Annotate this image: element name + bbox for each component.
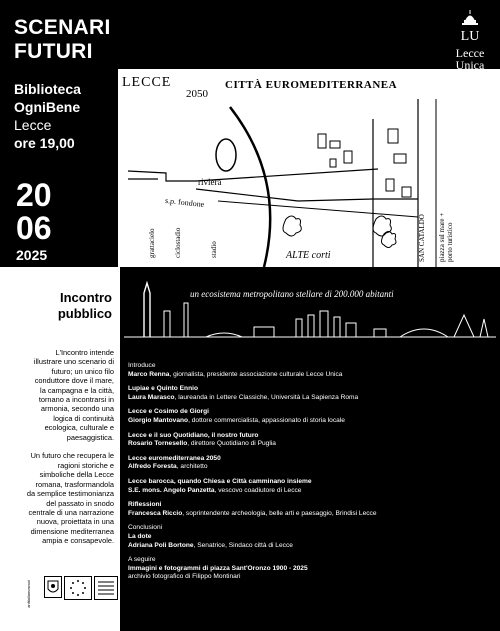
description-line: Un futuro che recupera le	[30, 451, 114, 461]
map-label-stadio: stadio	[210, 241, 218, 258]
program-item	[128, 432, 490, 449]
description-line: tornano a incontrarsi in	[38, 395, 114, 405]
program-item-speaker	[128, 371, 490, 380]
logo-monogram: LU	[460, 29, 480, 42]
program-item	[128, 478, 490, 495]
speaker-role: , soprintendente archeologia, belle arti e paesaggio, Brindisi Lecce	[182, 509, 377, 517]
description-line: ragioni storiche e	[57, 460, 114, 470]
speaker-name: Laura Marasco	[128, 393, 175, 401]
map-label-piazza: piazza sul mare + porto turistico	[438, 212, 454, 262]
description-line: L'Incontro intende	[55, 348, 114, 357]
speaker-role: , dottore commercialista, appassionato di storia locale	[188, 416, 345, 424]
program-item	[128, 556, 490, 582]
skyline-caption: un ecosistema metropolitano stellare di 200.000 abitanti	[190, 289, 394, 299]
credits-vertical: anfitallamosmol	[26, 580, 31, 608]
map-label-alte-corti: ALTE corti	[286, 250, 331, 261]
partner-logo-icon	[94, 576, 118, 600]
eu-flag-icon	[64, 576, 92, 600]
event-month: 06	[16, 210, 52, 246]
program-item-speaker	[128, 487, 490, 496]
program-item-title: Conclusioni	[128, 524, 163, 532]
event-title: SCENARI FUTURI	[14, 16, 111, 63]
speaker-role: , vescovo coadiutore di Lecce	[214, 486, 302, 494]
map-label-sp: s.p. fondone	[164, 195, 205, 210]
skyline-drawing	[124, 275, 496, 345]
event-year: 2025	[16, 247, 48, 263]
program-item-title: Riflessioni	[128, 501, 162, 509]
program-item	[128, 501, 490, 518]
program-item-speaker	[128, 394, 490, 403]
speaker-role: , direttore Quotidiano di Puglia	[187, 440, 276, 448]
program-item-speaker	[128, 440, 490, 449]
description-line: romana, trasformandola	[35, 479, 114, 489]
speaker-role: , Senatrice, Sindaco città di Lecce	[193, 541, 293, 549]
map-title-year: 2050	[186, 88, 208, 100]
speaker-name: Giorgio Mantovano	[128, 416, 189, 424]
description-line	[8, 442, 114, 451]
description-line: ampia e consapevole.	[42, 536, 114, 546]
program-item-speaker	[128, 510, 490, 519]
speaker-name: S.E. mons. Angelo Panzetta	[128, 486, 215, 494]
logo-text-line1: Lecce	[455, 46, 485, 60]
description-line: ecologica, culturale e	[44, 423, 114, 433]
speaker-name: Rosario Tornesello	[128, 440, 188, 448]
venue-block: Biblioteca OgniBene Lecce ore 19,00	[14, 81, 81, 151]
map-label-grattacielo: grattacielo	[148, 228, 156, 258]
description-line: paesaggistica.	[66, 432, 114, 442]
program-item-title: Lecce barocca, quando Chiesa e Città camminano insieme	[128, 477, 312, 485]
program-item-subtitle: La dote	[128, 532, 152, 540]
description-line: simboliche della Lecce	[39, 470, 114, 480]
program-item-title: Lecce e il suo Quotidiano, il nostro futuro	[128, 431, 259, 439]
logo-text-line2: Unica	[455, 58, 485, 72]
program-item-speaker	[128, 542, 490, 551]
program-item-title: Lecce e Cosimo de Giorgi	[128, 408, 209, 416]
speaker-role: , architetto	[176, 463, 208, 471]
description-line: illustrare uno scenario di	[33, 357, 114, 367]
speaker-role: , giornalista, presidente associazione culturale Lecce Unica	[169, 370, 343, 378]
speaker-name: Francesca Riccio	[128, 509, 183, 517]
program-item-title: Lupiae e Quinto Ennio	[128, 385, 198, 393]
description-line: del passato in snodo	[46, 498, 114, 508]
program-item-speaker	[128, 463, 490, 472]
speaker-name: Marco Renna	[128, 370, 170, 378]
program-list	[128, 362, 490, 588]
description-line: nuova, proiettata in una	[36, 517, 114, 527]
speaker-role: , laureanda in Lettere Classiche, Università La Sapienza Roma	[174, 393, 359, 401]
description-line: conduttore dove il mare,	[34, 376, 114, 386]
lecce-unica-logo	[448, 8, 492, 71]
speaker-name: Adriana Poli Bortone	[128, 541, 194, 549]
map-label-riviera: riviera	[198, 177, 222, 187]
program-item	[128, 385, 490, 402]
description-line: centrale di una narrazione	[28, 507, 114, 517]
map-title-right: CITTÀ EUROMEDITERRANEA	[225, 79, 398, 91]
incontro-heading: Incontro pubblico	[57, 290, 112, 321]
description-line: logica di continuità	[53, 413, 114, 423]
program-item	[128, 524, 490, 550]
description-line: armonia, secondo una	[40, 404, 114, 414]
program-item	[128, 408, 490, 425]
description-line: da semplice testimonianza	[26, 489, 114, 499]
map-label-san-cataldo: SAN CATALDO	[418, 214, 426, 262]
event-description	[8, 348, 114, 546]
speaker-role: archivio fotografico di Filippo Montinari	[128, 573, 241, 581]
speaker-name: Alfredo Foresta	[128, 463, 177, 471]
cathedral-icon	[448, 8, 492, 42]
program-item-speaker	[128, 573, 490, 582]
program-item	[128, 455, 490, 472]
map-title-left: LECCE	[122, 75, 172, 90]
program-item-title: A seguire	[128, 556, 156, 564]
coat-of-arms-icon	[44, 576, 62, 598]
program-item-speaker	[128, 417, 490, 426]
map-label-ciclostadio: ciclostadio	[174, 227, 182, 258]
description-line: futuro; un unico filo	[51, 366, 114, 376]
description-line: dimensione mediterranea	[30, 526, 114, 536]
program-item-subtitle: Immagini e fotogrammi di piazza Sant'Oronzo 1900 - 2025	[128, 564, 308, 572]
program-item-title: Introduce	[128, 362, 156, 369]
program-item-title: Lecce euromediterranea 2050	[128, 454, 221, 462]
description-line: la campagna e la città,	[40, 385, 114, 395]
program-item	[128, 362, 490, 379]
event-day: 20	[16, 177, 52, 213]
map-label-campanile: Campanile	[108, 191, 117, 226]
